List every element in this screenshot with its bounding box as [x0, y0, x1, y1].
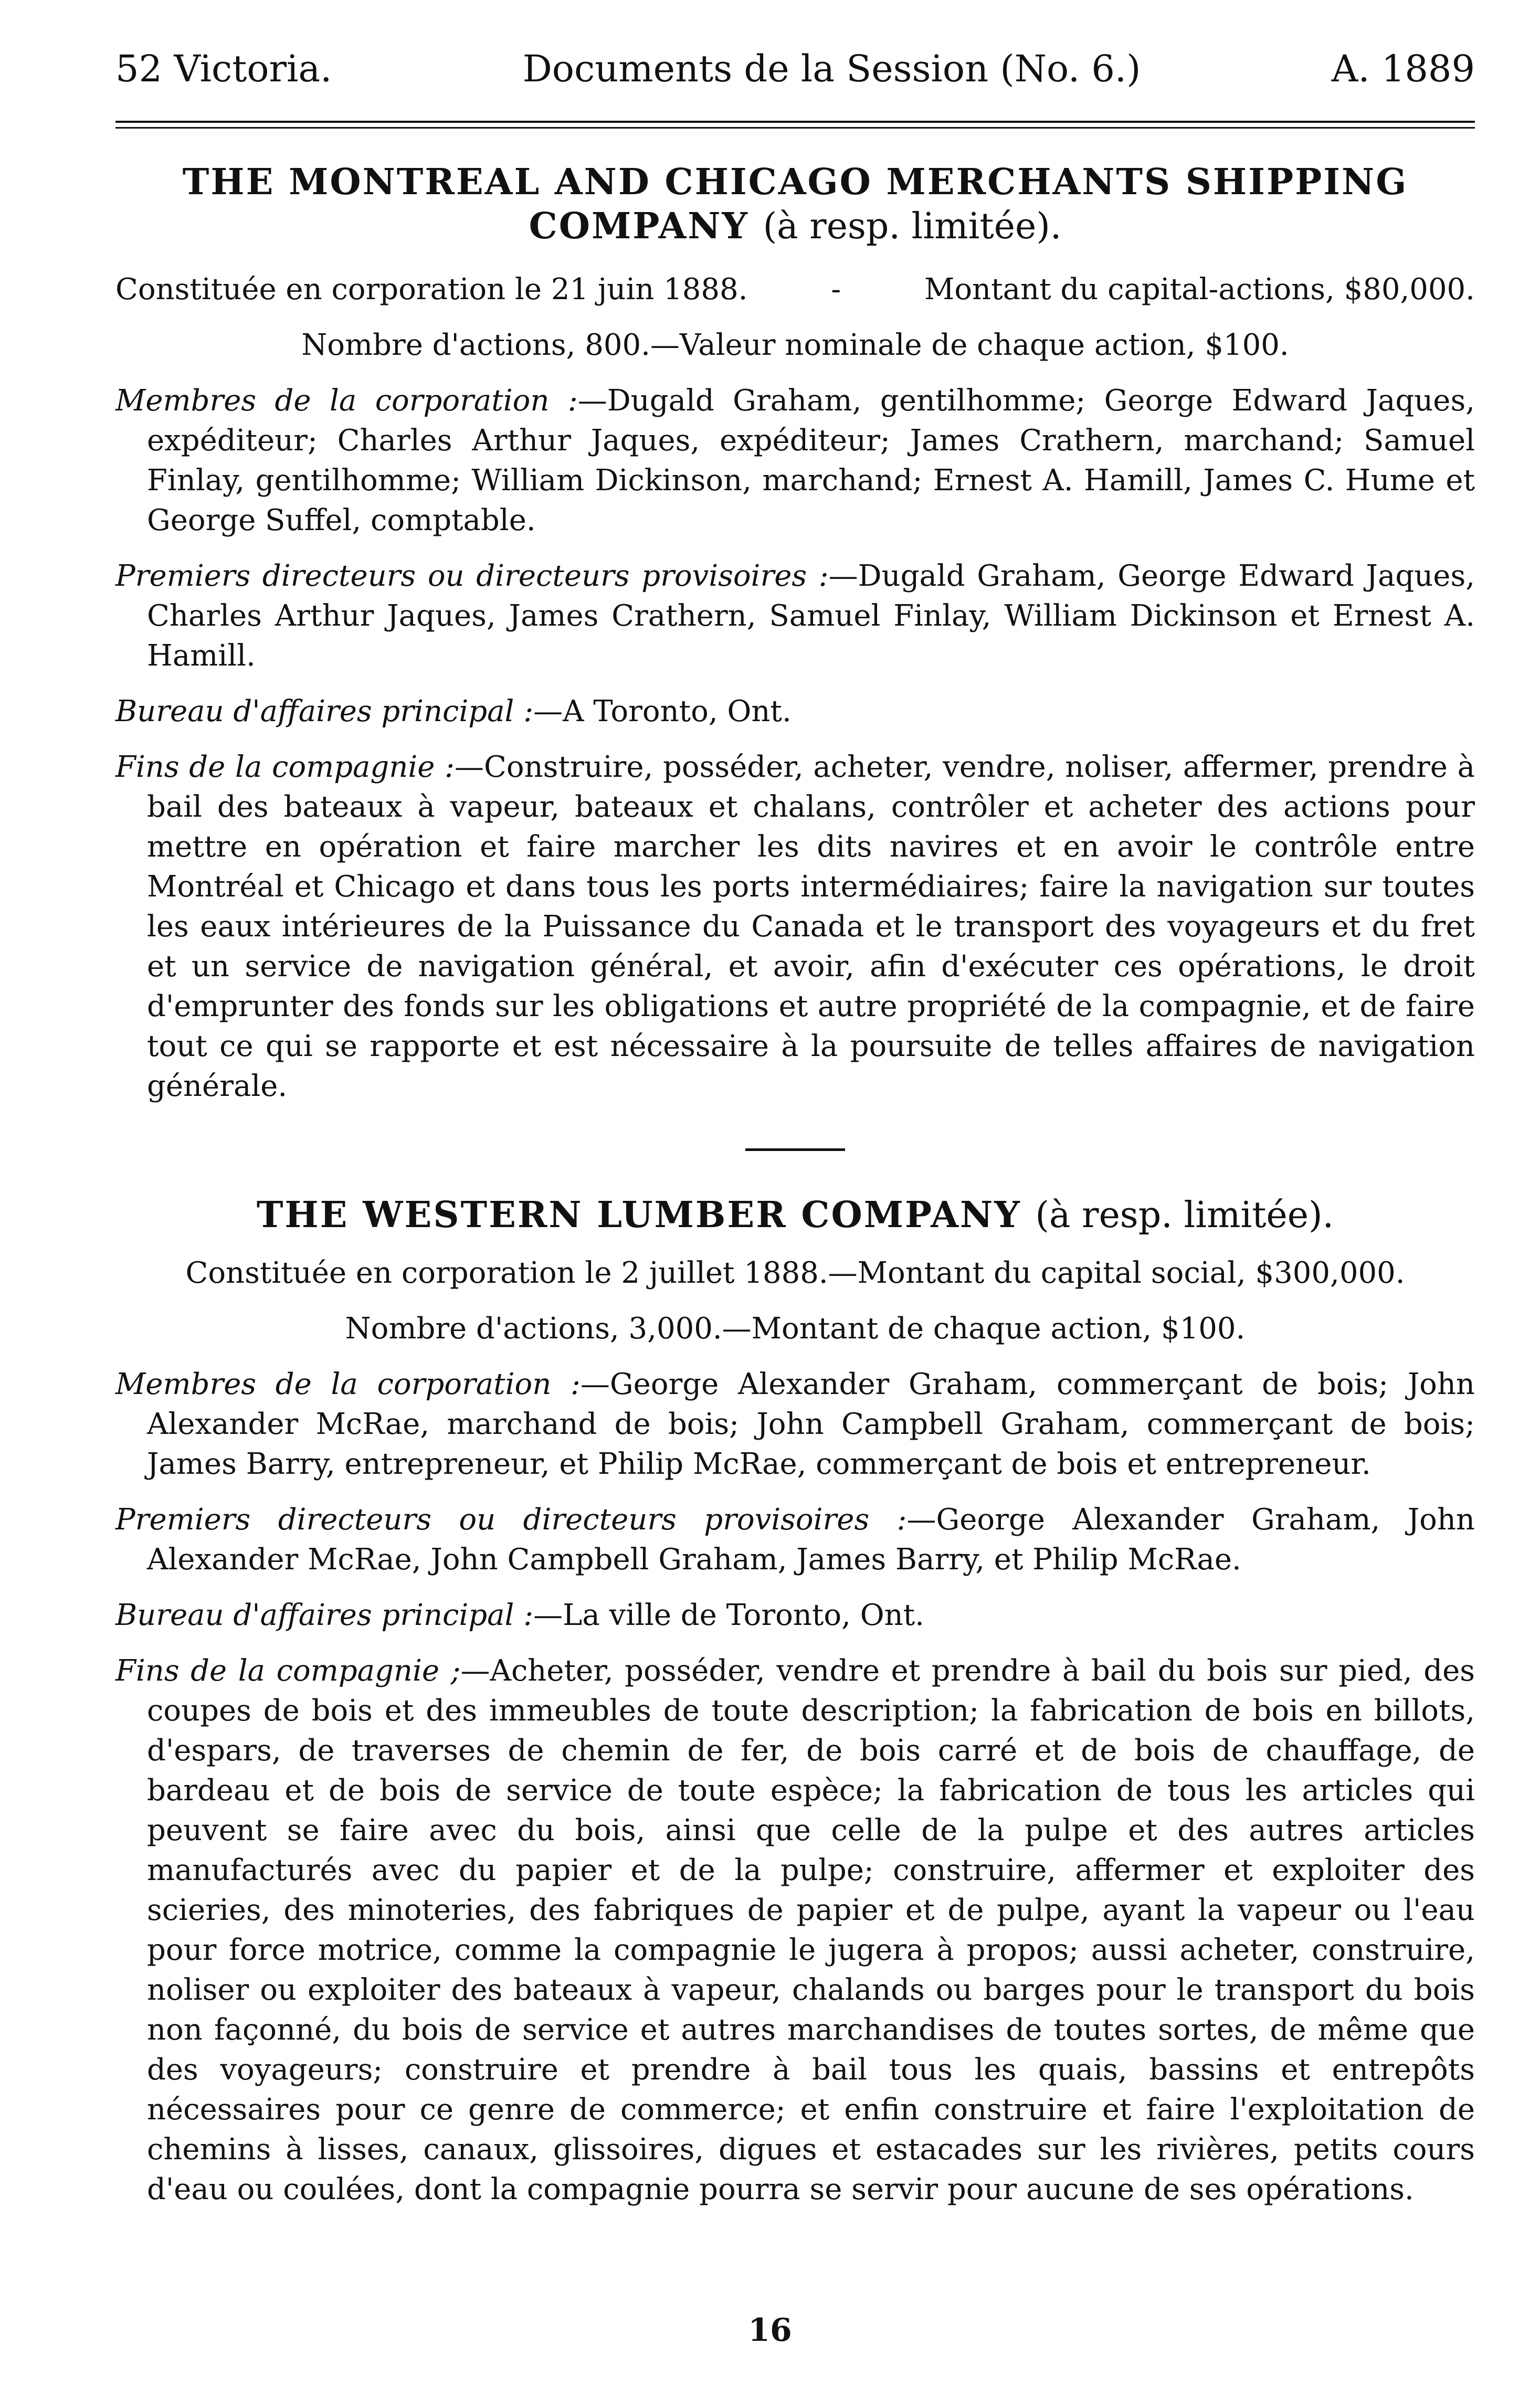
members-paragraph [115, 381, 1475, 541]
shares-line: Nombre d'actions, 800.—Valeur nominale de chaque action, $100. [301, 328, 1289, 362]
objects-label: Fins de la compagnie : [115, 750, 455, 784]
members-label: Membres de la corporation : [115, 384, 578, 418]
header-year: A. 1889 [1331, 47, 1475, 90]
company-title [115, 160, 1475, 249]
page-number: 16 [748, 2312, 792, 2349]
directors-label: Premiers directeurs ou directeurs provisoires : [115, 559, 829, 593]
office-text: —La ville de Toronto, Ont. [533, 1598, 924, 1632]
members-paragraph [115, 1365, 1475, 1484]
office-label: Bureau d'affaires principal : [115, 1598, 534, 1632]
shares-line: Nombre d'actions, 3,000.—Montant de chaque action, $100. [345, 1312, 1246, 1346]
header-double-rule [115, 121, 1475, 129]
office-paragraph [115, 692, 1475, 732]
objects-paragraph [115, 1651, 1475, 2210]
incorporation-date: Constituée en corporation le 21 juin 1888. [115, 272, 748, 307]
members-text: —George Alexander Graham, commerçant de bois; John Alexander McRae, marchand de bois; John Campbell Graham, commerçant de bois; James Barry, entrepreneur, et Philip McRae, commerçant de bois et entrepreneur. [147, 1367, 1475, 1481]
directors-label: Premiers directeurs ou directeurs provisoires : [115, 1503, 907, 1537]
company-entry-western-lumber [115, 1193, 1475, 2210]
objects-text: —Acheter, posséder, vendre et prendre à bail du bois sur pied, des coupes de bois et des immeubles de toute description; la fabrication de bois en billots, d'espars, de traverses de chemin de fer, de bois carré et de bois de chauffage, de bardeau et de bois de service de toute espèce; la fabrication de tous les articles qui peuvent se faire avec du bois, ainsi que celle de la pulpe et des autres articles manufacturés avec du papier et de la pulpe; construire, affermer et exploiter des scieries, des minoteries, des fabriques de papier et de pulpe, ayant la vapeur ou l'eau pour force motrice, comme la compagnie le jugera à propos; aussi acheter, construire, noliser ou exploiter des bateaux à vapeur, chalands ou barges pour le transport du bois non façonné, du bois de service et autres marchandises de toutes sortes, de même que des voyageurs; construire et prendre à bail tous les quais, bassins et entrepôts nécessaires pour ce genre de commerce; et enfin construire et faire l'exploitation de chemins à lisses, canaux, glissoires, digues et estacades sur les rivières, petits cours d'eau ou coulées, dont la compagnie pourra se servir pour aucune de ses opérations. [147, 1654, 1475, 2206]
document-page [115, 47, 1475, 2210]
objects-paragraph [115, 747, 1475, 1106]
header-document-title: Documents de la Session (No. 6.) [522, 47, 1141, 90]
capital-amount: Montant du capital-actions, $80,000. [924, 272, 1475, 307]
company-entry-montreal-chicago [115, 160, 1475, 1106]
directors-text: —George Alexander Graham, John Alexander McRae, John Campbell Graham, James Barry, et Philip McRae. [147, 1503, 1475, 1577]
incorporation-line: Constituée en corporation le 2 juillet 1888.—Montant du capital social, $300,000. [185, 1256, 1405, 1290]
members-text: —Dugald Graham, gentilhomme; George Edward Jaques, expéditeur; Charles Arthur Jaques, expéditeur; James Crathern, marchand; Samuel Finlay, gentilhomme; William Dickinson, marchand; Ernest A. Hamill, James C. Hume et George Suffel, comptable. [147, 384, 1475, 537]
office-label: Bureau d'affaires principal : [115, 694, 534, 728]
company-liability-note: (à resp. limitée). [763, 206, 1062, 247]
header-regnal-year: 52 Victoria. [115, 47, 332, 90]
directors-paragraph [115, 556, 1475, 676]
members-label: Membres de la corporation : [115, 1367, 581, 1401]
company-title [115, 1193, 1475, 1238]
company-name: THE WESTERN LUMBER COMPANY [256, 1194, 1021, 1236]
incorporation-separator: - [831, 272, 841, 307]
section-divider [745, 1148, 845, 1151]
directors-paragraph [115, 1500, 1475, 1580]
running-header [115, 47, 1475, 100]
company-name: THE MONTREAL AND CHICAGO MERCHANTS SHIPPING COMPANY [182, 161, 1408, 247]
objects-label: Fins de la compagnie ; [115, 1654, 461, 1688]
company-liability-note: (à resp. limitée). [1035, 1195, 1334, 1236]
objects-text: —Construire, posséder, acheter, vendre, noliser, affermer, prendre à bail des bateaux à vapeur, bateaux et chalans, contrôler et acheter des actions pour mettre en opération et faire marcher les dits navires et en avoir le contrôle entre Montréal et Chicago et dans tous les ports intermédiaires; faire la navigation sur toutes les eaux intérieures de la Puissance du Canada et le transport des voyageurs et du fret et un service de navigation général, et avoir, afin d'exécuter ces opérations, le droit d'emprunter des fonds sur les obligations et autre propriété de la compagnie, et de faire tout ce qui se rapporte et est nécessaire à la poursuite de telles affaires de navigation générale. [147, 750, 1475, 1103]
directors-text: —Dugald Graham, George Edward Jaques, Charles Arthur Jaques, James Crathern, Samuel Finlay, William Dickinson et Ernest A. Hamill. [147, 559, 1475, 673]
incorporation-line [115, 270, 1475, 310]
office-text: —A Toronto, Ont. [533, 694, 792, 728]
office-paragraph [115, 1596, 1475, 1635]
